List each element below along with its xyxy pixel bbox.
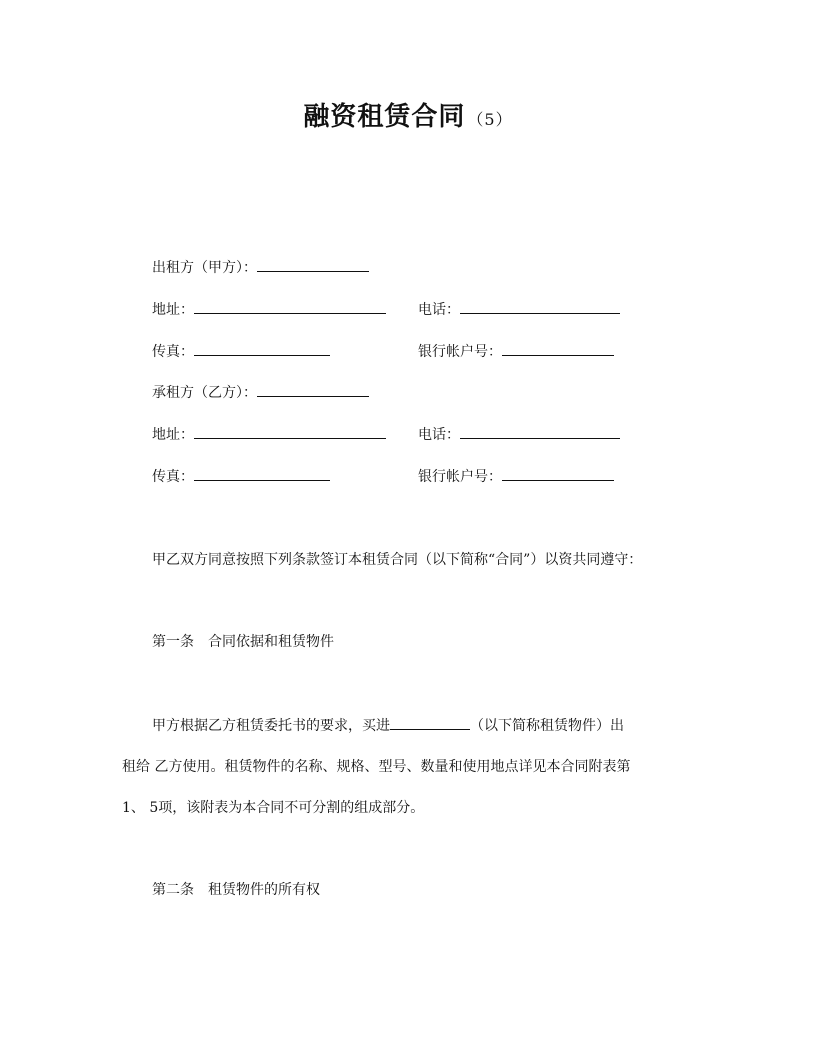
article-1-heading: 第一条 合同依据和租赁物件 xyxy=(152,634,334,650)
lessor-line xyxy=(152,257,369,278)
document-title xyxy=(0,99,816,138)
article-1-text-a: 甲方根据乙方租赁委托书的要求，买进 xyxy=(152,718,390,734)
lessor-bank-label: 银行帐户号： xyxy=(418,344,502,360)
lessor-phone-field[interactable] xyxy=(460,299,620,314)
lessee-bank-line xyxy=(418,466,614,487)
lessee-bank-label: 银行帐户号： xyxy=(418,469,502,485)
lessor-bank-field[interactable] xyxy=(502,341,614,356)
title-text: 融资租赁合同 xyxy=(303,102,466,132)
article-1-text-b: （以下简称租赁物件）出 xyxy=(470,718,624,734)
lessor-address-field[interactable] xyxy=(194,299,386,314)
leased-item-field[interactable] xyxy=(390,715,470,730)
lessor-phone-label: 电话： xyxy=(418,302,460,318)
lessee-phone-line xyxy=(418,424,620,445)
lessor-address-line xyxy=(152,299,386,320)
lessee-address-label: 地址： xyxy=(152,427,194,443)
lessee-name-field[interactable] xyxy=(257,382,369,397)
title-number: （5） xyxy=(467,110,513,129)
lessee-address-line xyxy=(152,424,386,445)
preamble-paragraph: 甲乙双方同意按照下列条款签订本租赁合同（以下简称“合同”）以资共同遵守： xyxy=(152,552,643,568)
lessor-fax-label: 传真： xyxy=(152,344,194,360)
article-2-heading: 第二条 租赁物件的所有权 xyxy=(152,882,320,898)
article-1-line-1 xyxy=(152,715,624,736)
lessor-bank-line xyxy=(418,341,614,362)
lessee-line xyxy=(152,382,369,403)
lessee-phone-field[interactable] xyxy=(460,424,620,439)
article-1-line-3: 1、 5项，该附表为本合同不可分割的组成部分。 xyxy=(122,800,425,816)
lessee-label: 承租方（乙方）： xyxy=(152,385,257,401)
lessor-address-label: 地址： xyxy=(152,302,194,318)
lessee-fax-label: 传真： xyxy=(152,469,194,485)
lessee-phone-label: 电话： xyxy=(418,427,460,443)
lessee-fax-line xyxy=(152,466,330,487)
lessor-fax-field[interactable] xyxy=(194,341,330,356)
lessor-fax-line xyxy=(152,341,330,362)
lessor-name-field[interactable] xyxy=(257,257,369,272)
lessee-fax-field[interactable] xyxy=(194,466,330,481)
lessor-phone-line xyxy=(418,299,620,320)
lessee-address-field[interactable] xyxy=(194,424,386,439)
lessor-label: 出租方（甲方）： xyxy=(152,260,257,276)
article-1-line-2: 租给 乙方使用。租赁物件的名称、规格、型号、数量和使用地点详见本合同附表第 xyxy=(122,759,631,775)
lessee-bank-field[interactable] xyxy=(502,466,614,481)
